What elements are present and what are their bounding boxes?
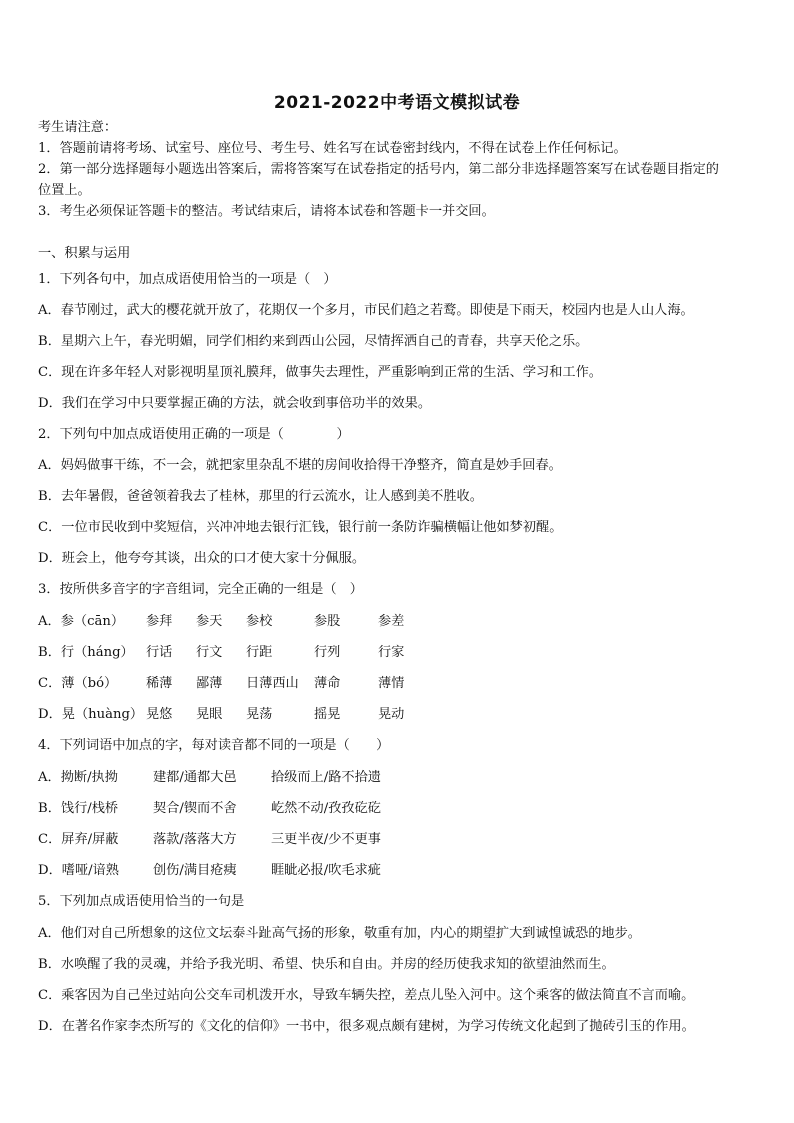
option-word: 晃悠 bbox=[146, 707, 173, 722]
option-word: 契合/锲而不舍 bbox=[153, 801, 237, 816]
option-row bbox=[38, 612, 438, 632]
question-stem: 5．下列加点成语使用恰当的一句是 bbox=[38, 894, 245, 909]
option-row bbox=[38, 643, 438, 663]
option-word: 三更半夜/少不更事 bbox=[271, 832, 381, 847]
option-word: 晃荡 bbox=[246, 707, 273, 722]
notice-item: 3．考生必须保证答题卡的整洁。考试结束后，请将本试卷和答题卡一并交回。 bbox=[38, 204, 495, 219]
option-word: 日薄西山 bbox=[246, 676, 299, 691]
option-label: B．饯行/栈桥 bbox=[38, 801, 119, 816]
notice-item: 1．答题前请将考场、试室号、座位号、考生号、姓名写在试卷密封线内，不得在试卷上作任何标记。 bbox=[38, 141, 627, 156]
option-word: 创伤/满目疮痍 bbox=[153, 863, 237, 878]
section-heading: 一、积累与运用 bbox=[38, 246, 131, 261]
option-row bbox=[38, 674, 438, 694]
option-word: 晃眼 bbox=[196, 707, 223, 722]
option-label: D．晃（huàng） bbox=[38, 707, 144, 722]
question-option: C．一位市民收到中奖短信，兴冲冲地去银行汇钱，银行前一条防诈骗横幅让他如梦初醒。 bbox=[38, 520, 563, 535]
option-word: 屹然不动/孜孜矻矻 bbox=[271, 801, 381, 816]
question-stem: 3．按所供多音字的字音组词，完全正确的一组是（ ） bbox=[38, 582, 363, 597]
option-word: 参天 bbox=[196, 614, 223, 629]
question-stem: 1．下列各句中，加点成语使用恰当的一项是（ ） bbox=[38, 272, 337, 287]
option-row bbox=[38, 830, 431, 850]
question-option: A．妈妈做事干练，不一会，就把家里杂乱不堪的房间收拾得干净整齐，简直是妙手回春。 bbox=[38, 458, 562, 473]
question-option: D．我们在学习中只要掌握正确的方法，就会收到事倍功半的效果。 bbox=[38, 396, 432, 411]
option-word: 睚眦必报/吹毛求疵 bbox=[271, 863, 381, 878]
question-option: B．水唤醒了我的灵魂，并给予我光明、希望、快乐和自由。并房的经历使我求知的欲望油然而生。 bbox=[38, 957, 615, 972]
option-word: 行距 bbox=[246, 645, 273, 660]
option-word: 落款/落落大方 bbox=[153, 832, 237, 847]
option-word: 参股 bbox=[314, 614, 341, 629]
option-row bbox=[38, 799, 431, 819]
option-word: 行家 bbox=[378, 645, 405, 660]
option-label: D．嗜哑/谙熟 bbox=[38, 863, 119, 878]
question-option: A．春节刚过，武大的樱花就开放了，花期仅一个多月，市民们趋之若鹜。即使是下雨天，校园内也是人山人海。 bbox=[38, 303, 694, 318]
option-word: 拾级而上/路不拾遗 bbox=[271, 770, 381, 785]
page-title: 2021-2022中考语文模拟试卷 bbox=[273, 93, 521, 113]
question-option: A．他们对自己所想象的这位文坛泰斗趾高气扬的形象，敬重有加，内心的期望扩大到诚惶诚恐的地步。 bbox=[38, 926, 641, 941]
notice-item: 位置上。 bbox=[38, 183, 91, 198]
option-row bbox=[38, 861, 431, 881]
option-label: A．拗断/执拗 bbox=[38, 770, 118, 785]
question-stem: 2．下列句中加点成语使用正确的一项是（ ） bbox=[38, 427, 350, 442]
question-stem: 4．下列词语中加点的字，每对读音都不同的一项是（ ） bbox=[38, 738, 390, 753]
option-label: C．屏弃/屏蔽 bbox=[38, 832, 119, 847]
question-option: B．星期六上午，春光明媚，同学们相约来到西山公园，尽情挥洒自己的青春，共享天伦之乐。 bbox=[38, 334, 589, 349]
option-label: A．参（cān） bbox=[38, 614, 125, 629]
option-word: 行文 bbox=[196, 645, 223, 660]
option-row bbox=[38, 768, 431, 788]
option-word: 建都/通都大邑 bbox=[153, 770, 237, 785]
option-word: 鄙薄 bbox=[196, 676, 223, 691]
option-word: 参差 bbox=[378, 614, 405, 629]
option-word: 薄情 bbox=[378, 676, 405, 691]
option-word: 行列 bbox=[314, 645, 341, 660]
option-word: 参校 bbox=[246, 614, 273, 629]
question-option: B．去年暑假，爸爸领着我去了桂林，那里的行云流水，让人感到美不胜收。 bbox=[38, 489, 483, 504]
notice-item: 2．第一部分选择题每小题选出答案后，需将答案写在试卷指定的括号内，第二部分非选择题答案写在试卷题目指定的 bbox=[38, 162, 719, 177]
option-row bbox=[38, 705, 438, 725]
option-label: B．行（háng） bbox=[38, 645, 134, 660]
option-word: 薄命 bbox=[314, 676, 341, 691]
question-option: D．在著名作家李杰所写的《文化的信仰》一书中，很多观点颇有建树，为学习传统文化起到了抛砖引玉的作用。 bbox=[38, 1019, 695, 1034]
question-option: D．班会上，他夸夸其谈，出众的口才使大家十分佩服。 bbox=[38, 551, 366, 566]
question-option: C．现在许多年轻人对影视明星顶礼膜拜，做事失去理性，严重影响到正常的生活、学习和工作。 bbox=[38, 365, 602, 380]
notice-heading: 考生请注意： bbox=[38, 120, 118, 135]
option-word: 行话 bbox=[146, 645, 173, 660]
option-word: 晃动 bbox=[378, 707, 405, 722]
option-label: C．薄（bó） bbox=[38, 676, 118, 691]
option-word: 参拜 bbox=[146, 614, 173, 629]
option-word: 摇晃 bbox=[314, 707, 341, 722]
option-word: 稀薄 bbox=[146, 676, 173, 691]
question-option: C．乘客因为自己坐过站向公交车司机泼开水，导致车辆失控，差点儿坠入河中。这个乘客的做法简直不言而喻。 bbox=[38, 988, 695, 1003]
